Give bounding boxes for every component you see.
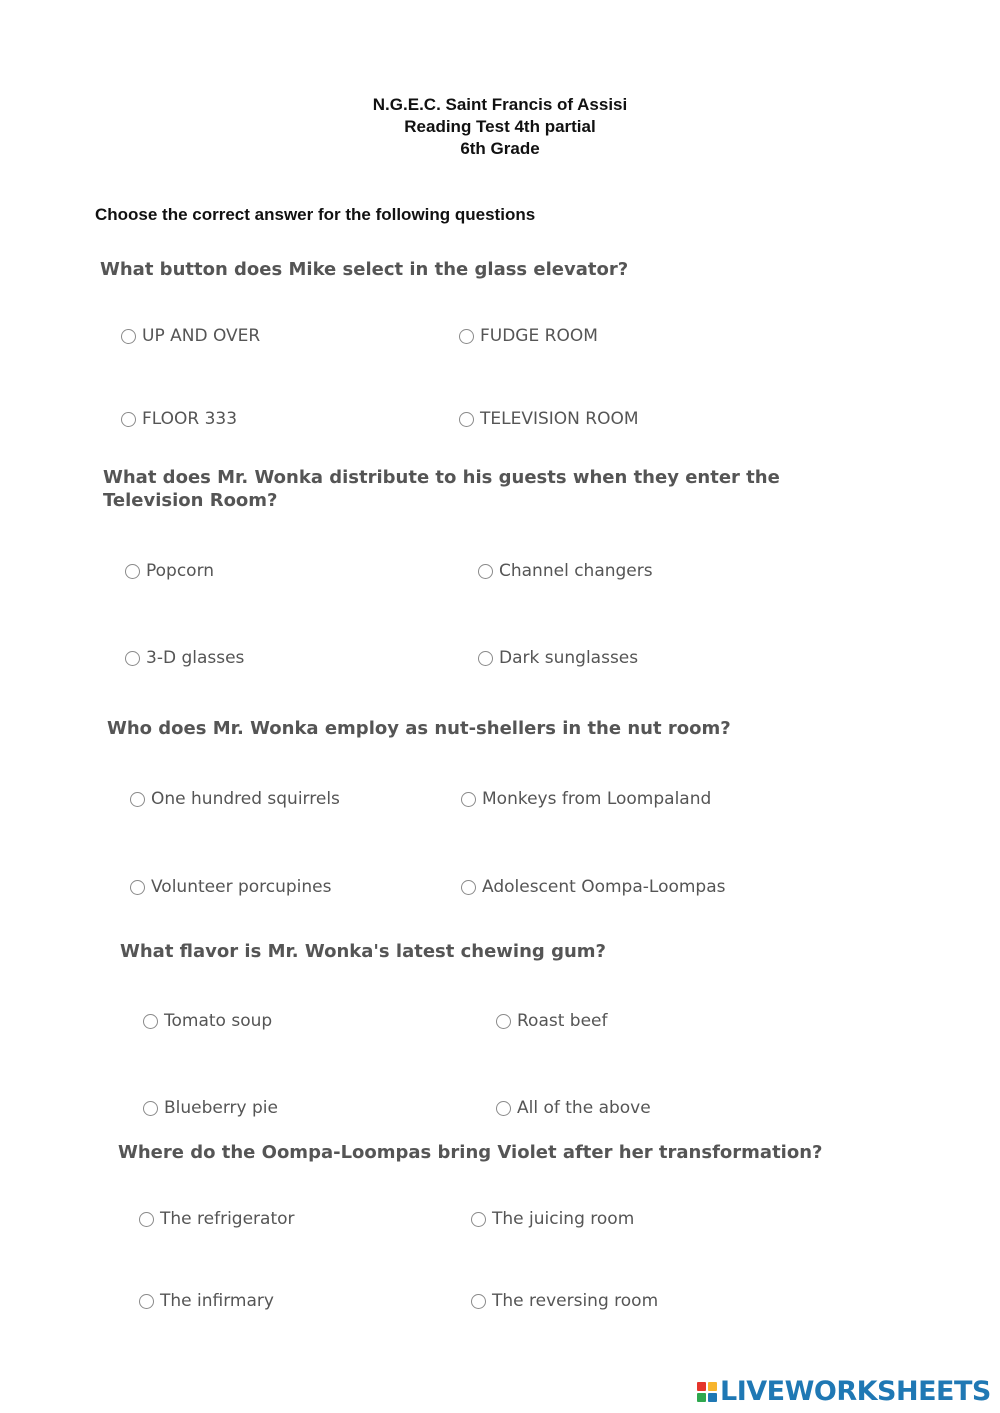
radio-button-icon[interactable] <box>461 880 476 895</box>
q2-option-1[interactable] <box>125 561 214 581</box>
q5-option-1[interactable] <box>139 1209 295 1229</box>
logo-tile-blue <box>708 1393 717 1402</box>
question-2-line-1: What does Mr. Wonka distribute to his guests when they enter the <box>103 467 780 488</box>
radio-button-icon[interactable] <box>471 1212 486 1227</box>
q5-option-2[interactable] <box>471 1209 634 1229</box>
question-1: What button does Mike select in the glass elevator? <box>100 259 629 280</box>
option-label: 3-D glasses <box>146 648 245 668</box>
option-label: Channel changers <box>499 561 653 581</box>
option-label: All of the above <box>517 1098 651 1118</box>
question-3: Who does Mr. Wonka employ as nut-shellers in the nut room? <box>107 718 731 739</box>
q1-option-2[interactable] <box>459 326 598 346</box>
radio-button-icon[interactable] <box>125 651 140 666</box>
question-5: Where do the Oompa-Loompas bring Violet after her transformation? <box>118 1142 823 1163</box>
q3-option-1[interactable] <box>130 789 340 809</box>
q1-option-1[interactable] <box>121 326 260 346</box>
liveworksheets-logo-icon <box>697 1382 717 1402</box>
radio-button-icon[interactable] <box>478 651 493 666</box>
radio-button-icon[interactable] <box>121 412 136 427</box>
test-name: Reading Test 4th partial <box>404 117 596 136</box>
q1-option-3[interactable] <box>121 409 237 429</box>
question-2-line-2: Television Room? <box>103 490 278 511</box>
q2-option-2[interactable] <box>478 561 653 581</box>
instructions-text: Choose the correct answer for the following questions <box>95 205 536 224</box>
q1-option-4[interactable] <box>459 409 639 429</box>
document-header <box>0 94 1000 160</box>
radio-button-icon[interactable] <box>125 564 140 579</box>
option-label: One hundred squirrels <box>151 789 340 809</box>
question-2 <box>103 466 780 512</box>
logo-text: LIVEWORKSHEETS <box>720 1376 991 1407</box>
option-label: The juicing room <box>492 1209 635 1229</box>
option-label: Blueberry pie <box>164 1098 278 1118</box>
q3-option-2[interactable] <box>461 789 711 809</box>
radio-button-icon[interactable] <box>496 1101 511 1116</box>
radio-button-icon[interactable] <box>143 1014 158 1029</box>
option-label: Adolescent Oompa-Loompas <box>482 877 726 897</box>
option-label: Tomato soup <box>164 1011 273 1031</box>
radio-button-icon[interactable] <box>121 329 136 344</box>
q2-option-3[interactable] <box>125 648 244 668</box>
option-label: UP AND OVER <box>142 326 261 346</box>
radio-button-icon[interactable] <box>461 792 476 807</box>
q5-option-4[interactable] <box>471 1291 658 1311</box>
option-label: Roast beef <box>517 1011 608 1031</box>
q5-option-3[interactable] <box>139 1291 274 1311</box>
q4-option-2[interactable] <box>496 1011 608 1031</box>
radio-button-icon[interactable] <box>139 1212 154 1227</box>
radio-button-icon[interactable] <box>143 1101 158 1116</box>
option-label: Dark sunglasses <box>499 648 639 668</box>
option-label: TELEVISION ROOM <box>480 409 639 429</box>
q3-option-3[interactable] <box>130 877 332 897</box>
q4-option-1[interactable] <box>143 1011 272 1031</box>
option-label: The reversing room <box>492 1291 659 1311</box>
logo-tile-green <box>697 1393 706 1402</box>
radio-button-icon[interactable] <box>459 329 474 344</box>
option-label: Volunteer porcupines <box>151 877 332 897</box>
school-name: N.G.E.C. Saint Francis of Assisi <box>372 95 628 114</box>
radio-button-icon[interactable] <box>130 792 145 807</box>
grade-label: 6th Grade <box>460 139 540 158</box>
liveworksheets-logo <box>697 1376 991 1407</box>
radio-button-icon[interactable] <box>459 412 474 427</box>
option-label: FLOOR 333 <box>142 409 238 429</box>
q4-option-3[interactable] <box>143 1098 278 1118</box>
option-label: The infirmary <box>160 1291 274 1311</box>
option-label: Popcorn <box>146 561 215 581</box>
radio-button-icon[interactable] <box>471 1294 486 1309</box>
question-4: What flavor is Mr. Wonka's latest chewing gum? <box>120 941 606 962</box>
option-label: The refrigerator <box>160 1209 295 1229</box>
radio-button-icon[interactable] <box>130 880 145 895</box>
logo-tile-red <box>697 1382 706 1391</box>
q4-option-4[interactable] <box>496 1098 651 1118</box>
q2-option-4[interactable] <box>478 648 638 668</box>
option-label: Monkeys from Loompaland <box>482 789 712 809</box>
radio-button-icon[interactable] <box>496 1014 511 1029</box>
radio-button-icon[interactable] <box>478 564 493 579</box>
q3-option-4[interactable] <box>461 877 726 897</box>
radio-button-icon[interactable] <box>139 1294 154 1309</box>
option-label: FUDGE ROOM <box>480 326 598 346</box>
logo-tile-yellow <box>708 1382 717 1391</box>
